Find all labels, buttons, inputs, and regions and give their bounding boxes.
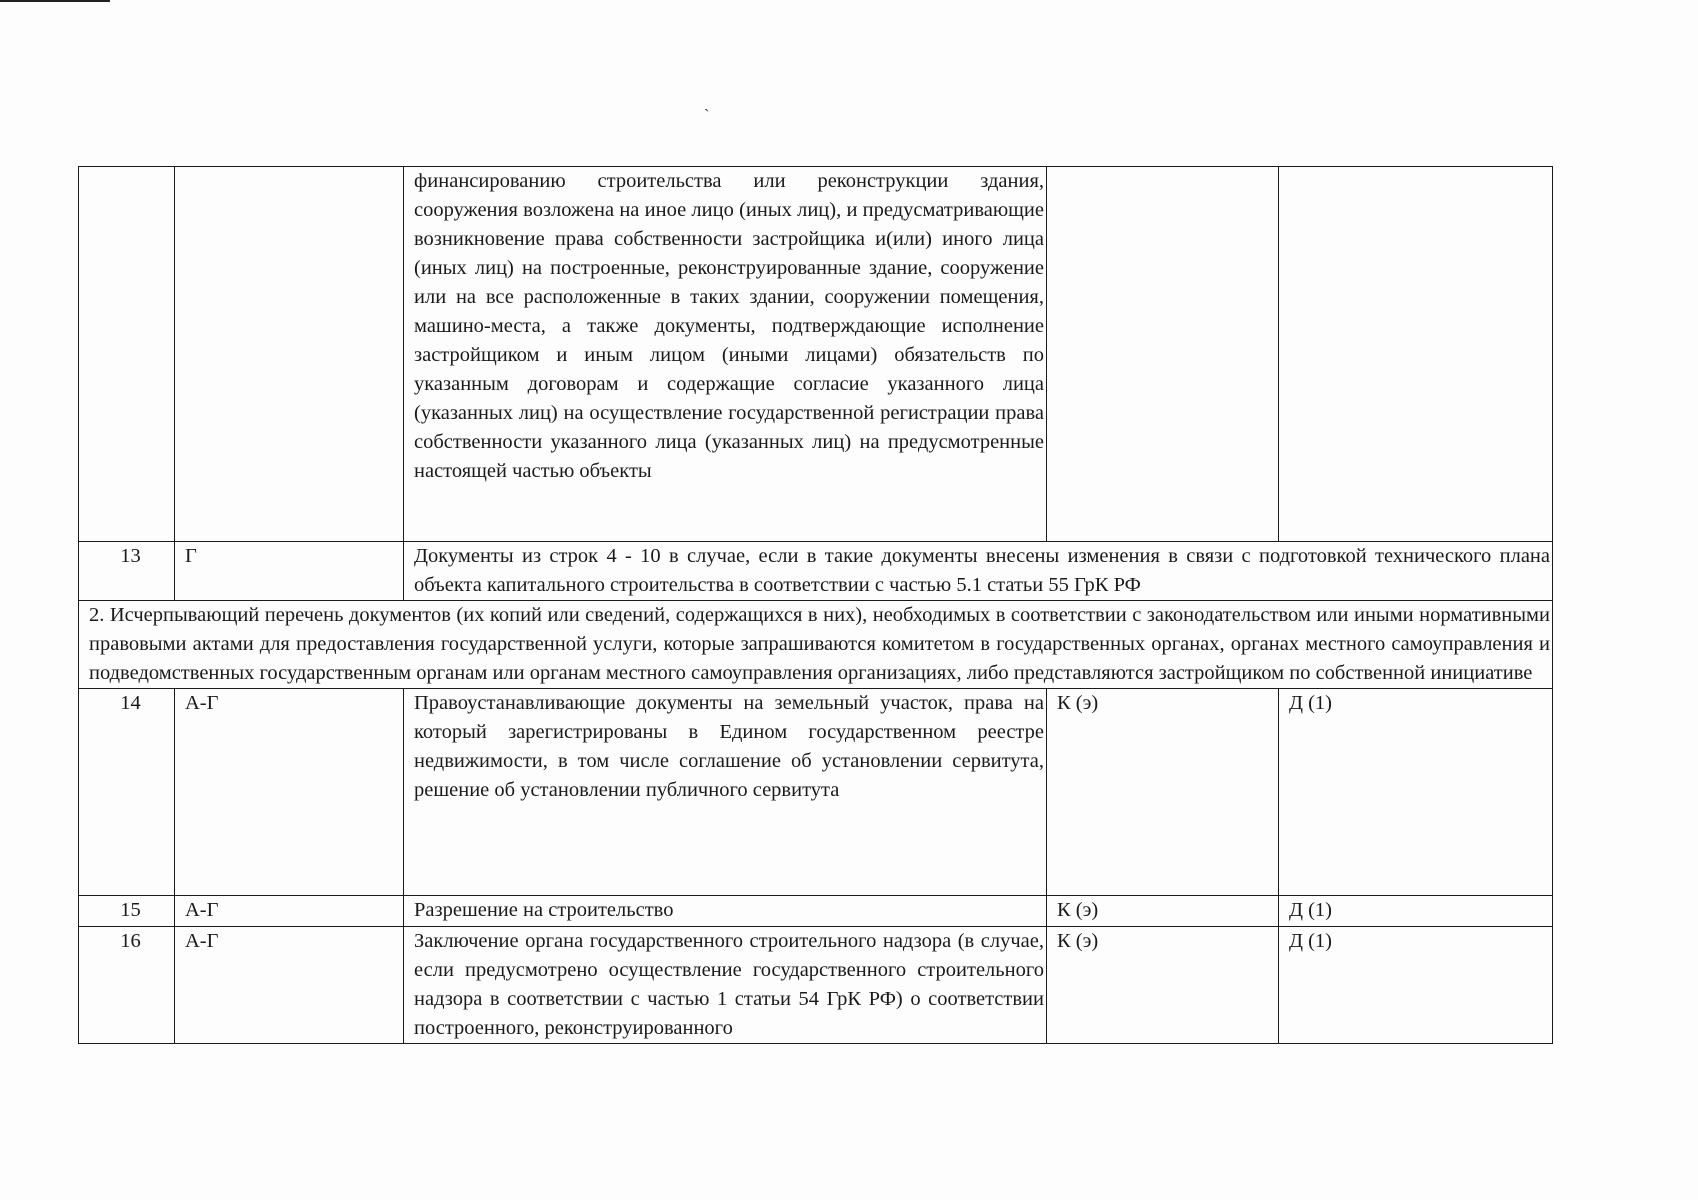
row-type-cell: Д (1) bbox=[1279, 896, 1553, 927]
table-row bbox=[79, 542, 1553, 601]
documents-table bbox=[78, 166, 1553, 1044]
row-type-cell: Д (1) bbox=[1279, 689, 1553, 896]
row-type-cell: Д (1) bbox=[1279, 927, 1553, 1044]
row-number-cell: 15 bbox=[79, 896, 175, 927]
row-document-cell: Заключение органа государственного строительного надзора (в случае, если предусмотрено осуществление государственного строительного надзора в соответствии с частью 1 статьи 54 ГрК РФ) о соответствии построенного, реконструированного bbox=[404, 927, 1047, 1044]
row-document-cell: Разрешение на строительство bbox=[404, 896, 1047, 927]
row-type-cell bbox=[1279, 167, 1553, 542]
row-number-cell: 13 bbox=[79, 542, 175, 601]
row-number-cell: 16 bbox=[79, 927, 175, 1044]
row-document-cell: Документы из строк 4 - 10 в случае, если в такие документы внесены изменения в связи с подготовкой технического плана объекта капитального строительства в соответствии с частью 5.1 статьи 55 ГрК РФ bbox=[404, 542, 1553, 601]
table-row bbox=[79, 896, 1553, 927]
row-form-cell bbox=[1047, 167, 1279, 542]
table-row bbox=[79, 689, 1553, 896]
row-form-cell: К (э) bbox=[1047, 689, 1279, 896]
row-form-cell: К (э) bbox=[1047, 896, 1279, 927]
row-document-cell: Правоустанавливающие документы на земельный участок, права на который зарегистрированы в Едином государственном реестре недвижимости, в том числе соглашение об установлении сервитута, решение об установлении публичного сервитута bbox=[404, 689, 1047, 896]
section-2-heading: 2. Исчерпывающий перечень документов (их копий или сведений, содержащихся в них), необходимых в соответствии с законодательством или иными нормативными правовыми актами для предоставления государственной услуги, которые запрашиваются комитетом в государственных органах, органах местного самоуправления и подведомственных государственным органам или органам местного самоуправления организациях, либо представляются застройщиком по собственной инициативе bbox=[79, 601, 1553, 689]
row-stages-cell: Г bbox=[175, 542, 404, 601]
row-form-cell: К (э) bbox=[1047, 927, 1279, 1044]
scan-edge-mark bbox=[0, 0, 110, 2]
row-stages-cell: А-Г bbox=[175, 896, 404, 927]
row-stages-cell: А-Г bbox=[175, 689, 404, 896]
table-row bbox=[79, 167, 1553, 542]
table-row bbox=[79, 927, 1553, 1044]
section-heading-row bbox=[79, 601, 1553, 689]
scan-speck: ˏ bbox=[704, 95, 710, 112]
row-number-cell: 14 bbox=[79, 689, 175, 896]
row-document-cell: финансированию строительства или реконструкции здания, сооружения возложена на иное лицо (иных лиц), и предусматривающие возникновение права собственности застройщика и(или) иного лица (иных лиц) на построенные, реконструированные здание, сооружение или на все расположенные в таких здании, сооружении помещения, машино-места, а также документы, подтверждающие исполнение застройщиком и иным лицом (иными лицами) обязательств по указанным договорам и содержащие согласие указанного лица (указанных лиц) на осуществление государственной регистрации права собственности указанного лица (указанных лиц) на предусмотренные настоящей частью объекты bbox=[404, 167, 1047, 542]
row-number-cell bbox=[79, 167, 175, 542]
row-stages-cell: А-Г bbox=[175, 927, 404, 1044]
row-stages-cell bbox=[175, 167, 404, 542]
